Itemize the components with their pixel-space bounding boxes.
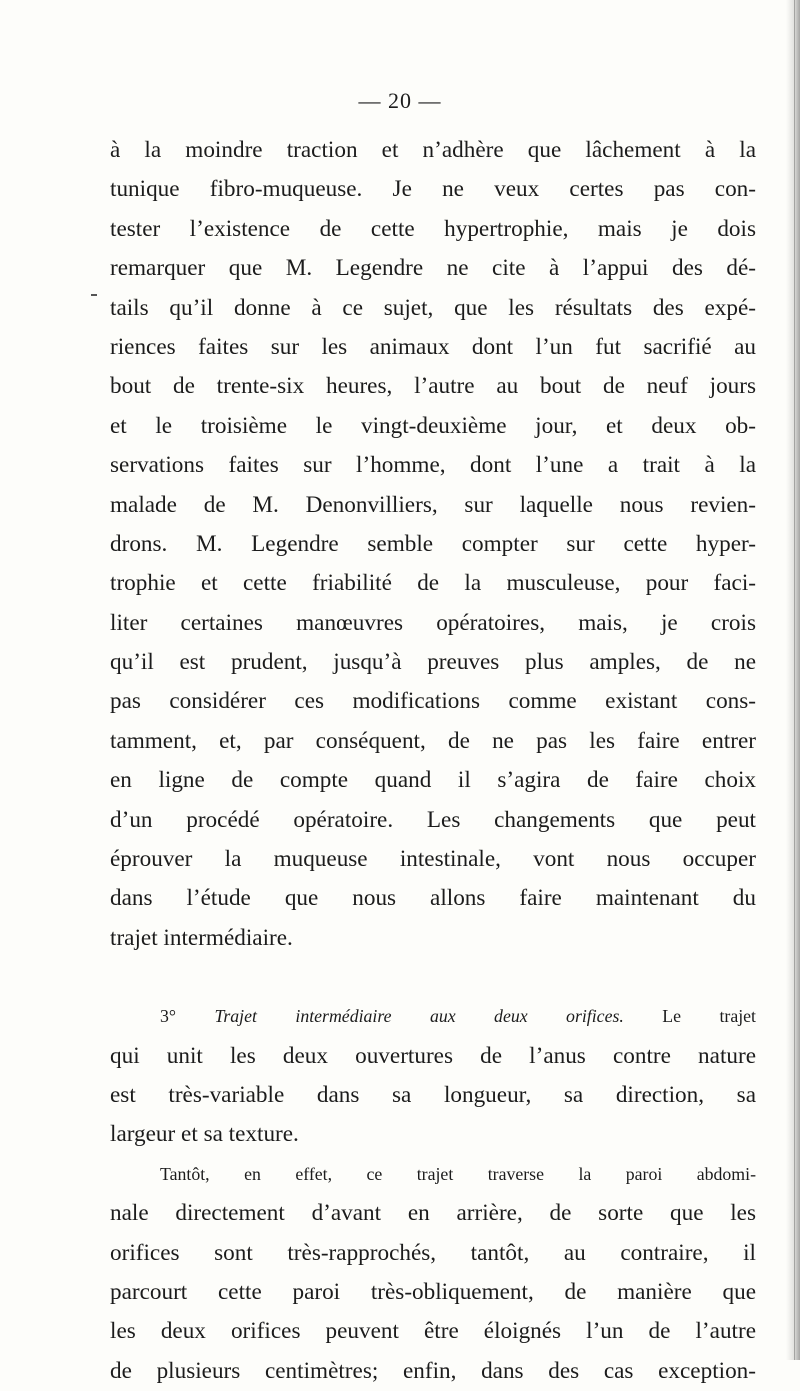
text-line: largeur et sa texture. (110, 1121, 299, 1148)
page-number: — 20 — (358, 88, 442, 113)
text-line: éprouver la muqueuse intestinale, vont nous occuper (110, 846, 756, 873)
text-line: les deux orifices peuvent être éloignés l’un de l’autre (110, 1318, 756, 1345)
text-line: tamment, et, par conséquent, de ne pas les faire entrer (110, 727, 756, 754)
text-line: riences faites sur les animaux dont l’un fut sacrifié au (110, 333, 756, 360)
text-line: trophie et cette friabilité de la musculeuse, pour faci- (110, 570, 756, 597)
paragraph-1 (110, 131, 756, 958)
page-edge-shadow (786, 0, 800, 1360)
text-line: parcourt cette paroi très-obliquement, de manière que (110, 1278, 756, 1305)
text-line: orifices sont très-rapprochés, tantôt, au contraire, il (110, 1239, 756, 1266)
text-line: de plusieurs centimètres; enfin, dans des cas exception- (110, 1357, 756, 1384)
text-line: malade de M. Denonvilliers, sur laquelle nous revien- (110, 491, 756, 518)
text-line: nale directement d’avant en arrière, de sorte que les (110, 1200, 756, 1227)
text-line: servations faites sur l’homme, dont l’une a trait à la (110, 452, 756, 479)
text-line: est très-variable dans sa longueur, sa direction, sa (110, 1081, 756, 1108)
body-text (110, 131, 756, 1391)
text-line: remarquer que M. Legendre ne cite à l’appui des dé- (110, 255, 756, 282)
text-line: tails qu’il donne à ce sujet, que les résultats des expé- (110, 294, 756, 321)
paragraph-3 (110, 1155, 756, 1391)
text-line: à la moindre traction et n’adhère que lâchement à la (110, 137, 756, 163)
margin-mark (91, 294, 97, 296)
text-line: pas considérer ces modifications comme existant cons- (110, 688, 756, 715)
text-line: Tantôt, en effet, ce trajet traverse la paroi abdomi- (160, 1163, 756, 1184)
text-line: tunique fibro-muqueuse. Je ne veux certes pas con- (110, 176, 756, 203)
text-line: liter certaines manœuvres opératoires, mais, je crois (110, 609, 756, 636)
section-heading-line (110, 997, 756, 1036)
text-line: et le troisième le vingt-deuxième jour, et deux ob- (110, 412, 756, 439)
text-line: d’un procédé opératoire. Les changements que peut (110, 806, 756, 833)
section-heading-rest: Le trajet (662, 1006, 756, 1027)
text-line: bout de trente-six heures, l’autre au bout de neuf jours (110, 373, 756, 400)
text-line: qui unit les deux ouvertures de l’anus contre nature (110, 1042, 756, 1069)
text-line: en ligne de compte quand il s’agira de faire choix (110, 767, 756, 794)
text-line: tester l’existence de cette hypertrophie, mais je dois (110, 215, 756, 242)
section-heading: Trajet intermédiaire aux deux orifices. (214, 1006, 624, 1027)
text-line: drons. M. Legendre semble compter sur cette hyper- (110, 530, 756, 557)
text-line: qu’il est prudent, jusqu’à preuves plus amples, de ne (110, 649, 756, 676)
text-line: dans l’étude que nous allons faire maintenant du (110, 885, 756, 912)
paragraph-2 (110, 997, 756, 1155)
text-line: trajet intermédiaire. (110, 924, 293, 951)
section-number: 3° (160, 1006, 177, 1027)
